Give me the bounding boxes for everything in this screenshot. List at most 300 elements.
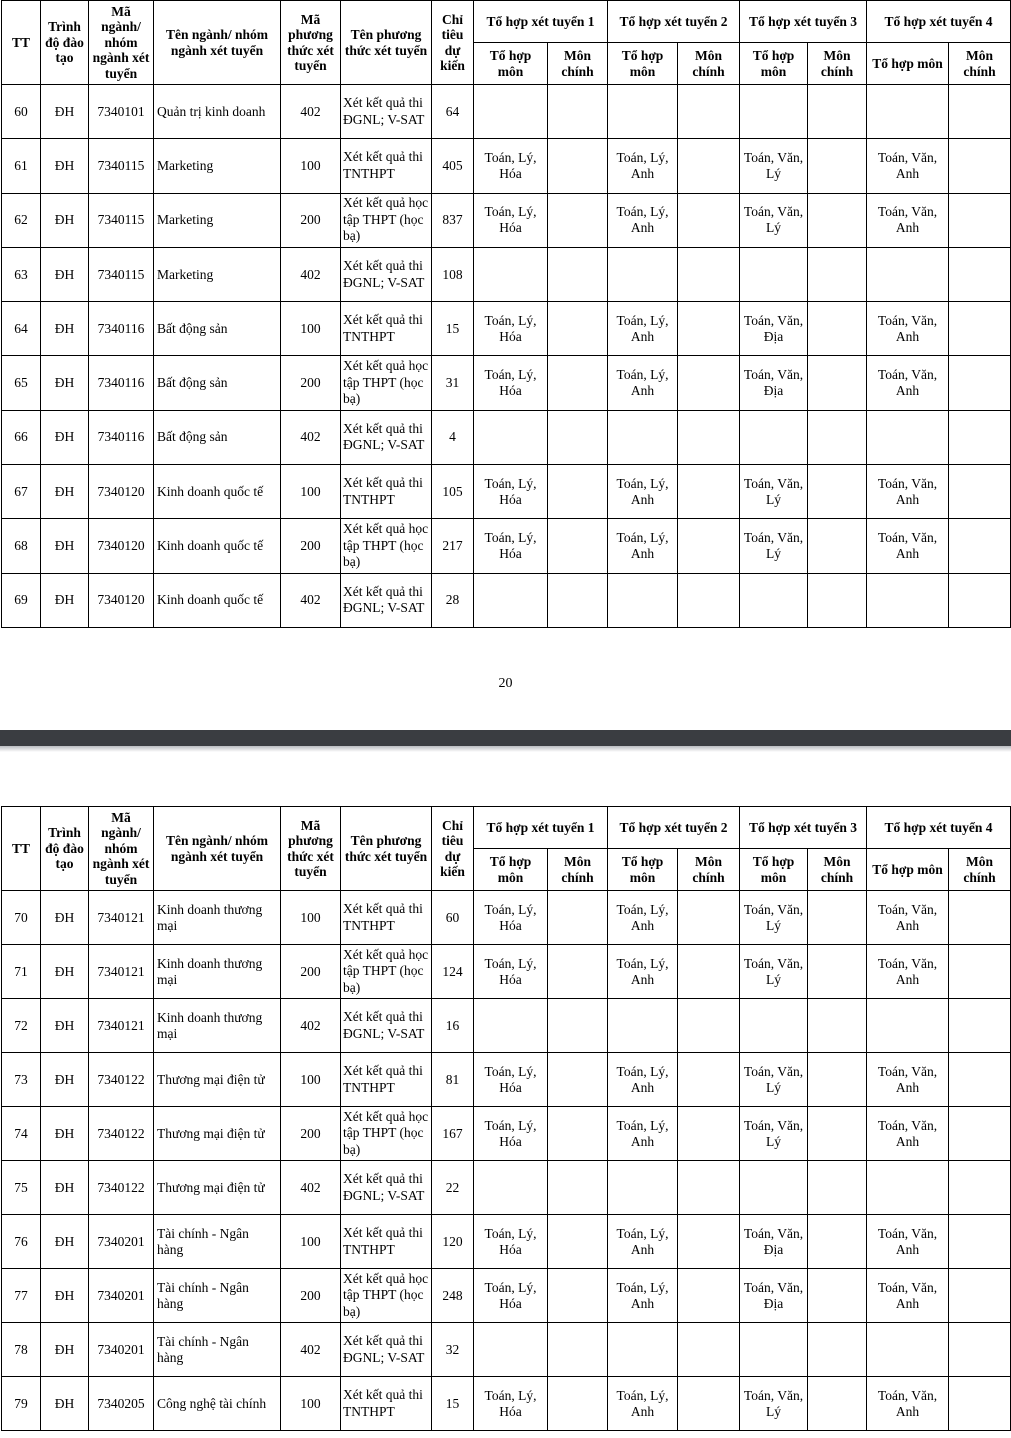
cell-combo-1-subjects: Toán, Lý, Hóa — [474, 1377, 548, 1431]
header-main-subject: Môn chính — [678, 43, 740, 85]
header-combo-4: Tổ hợp xét tuyển 4 — [867, 1, 1011, 43]
cell-combo-1-subjects — [474, 410, 548, 464]
table-row — [2, 999, 1011, 1053]
header-main-subject: Môn chính — [949, 43, 1011, 85]
header-method-code: Mã phương thức xét tuyển — [281, 807, 341, 891]
table-row — [2, 1377, 1011, 1431]
admission-table-page-21 — [1, 806, 1011, 1431]
header-code: Mã ngành/ nhóm ngành xét tuyển — [89, 1, 154, 85]
cell-combo-3-main — [808, 891, 867, 945]
cell-method-name: Xét kết quả thi TNTHPT — [341, 139, 432, 193]
cell-combo-4-subjects: Toán, Văn, Anh — [867, 1053, 949, 1107]
cell-quota: 31 — [432, 356, 474, 410]
cell-combo-2-main — [678, 891, 740, 945]
header-combo-1: Tổ hợp xét tuyển 1 — [474, 807, 608, 849]
table-row — [2, 193, 1011, 247]
cell-quota: 32 — [432, 1323, 474, 1377]
cell-method-code: 402 — [281, 1161, 341, 1215]
cell-code: 7340201 — [89, 1323, 154, 1377]
header-method-name: Tên phương thức xét tuyển — [341, 1, 432, 85]
cell-combo-3-main — [808, 193, 867, 247]
cell-tt: 71 — [2, 945, 41, 999]
cell-tt: 67 — [2, 465, 41, 519]
cell-combo-2-subjects: Toán, Lý, Anh — [608, 945, 678, 999]
cell-combo-3-main — [808, 247, 867, 301]
cell-code: 7340120 — [89, 465, 154, 519]
cell-combo-4-subjects: Toán, Văn, Anh — [867, 193, 949, 247]
cell-code: 7340115 — [89, 139, 154, 193]
header-main-subject: Môn chính — [808, 849, 867, 891]
cell-combo-3-main — [808, 410, 867, 464]
cell-method-code: 402 — [281, 85, 341, 139]
cell-major-name: Công nghệ tài chính — [154, 1377, 281, 1431]
cell-combo-4-subjects — [867, 85, 949, 139]
cell-combo-4-subjects — [867, 573, 949, 627]
cell-combo-4-subjects — [867, 1323, 949, 1377]
cell-level: ĐH — [41, 1053, 89, 1107]
cell-combo-4-main — [949, 999, 1011, 1053]
cell-combo-4-main — [949, 302, 1011, 356]
cell-major-name: Quản trị kinh doanh — [154, 85, 281, 139]
cell-method-name: Xét kết quả thi TNTHPT — [341, 1377, 432, 1431]
cell-combo-3-main — [808, 1377, 867, 1431]
cell-method-name: Xét kết quả thi ĐGNL; V-SAT — [341, 1323, 432, 1377]
cell-combo-3-subjects — [740, 573, 808, 627]
cell-combo-1-subjects — [474, 1161, 548, 1215]
cell-method-code: 402 — [281, 247, 341, 301]
cell-quota: 248 — [432, 1269, 474, 1323]
header-main-subject: Môn chính — [548, 849, 608, 891]
cell-combo-4-subjects: Toán, Văn, Anh — [867, 465, 949, 519]
cell-quota: 120 — [432, 1215, 474, 1269]
cell-combo-4-main — [949, 410, 1011, 464]
cell-combo-3-main — [808, 1107, 867, 1161]
cell-combo-2-subjects: Toán, Lý, Anh — [608, 1107, 678, 1161]
cell-tt: 76 — [2, 1215, 41, 1269]
cell-combo-4-main — [949, 247, 1011, 301]
cell-level: ĐH — [41, 1377, 89, 1431]
cell-method-code: 100 — [281, 891, 341, 945]
cell-combo-3-subjects: Toán, Văn, Lý — [740, 193, 808, 247]
cell-tt: 69 — [2, 573, 41, 627]
cell-level: ĐH — [41, 356, 89, 410]
cell-combo-4-main — [949, 1215, 1011, 1269]
page-separator-shadow — [0, 746, 1011, 752]
cell-combo-2-main — [678, 465, 740, 519]
header-subjects: Tổ hợp môn — [740, 849, 808, 891]
cell-combo-4-subjects: Toán, Văn, Anh — [867, 891, 949, 945]
cell-combo-4-main — [949, 465, 1011, 519]
cell-combo-1-main — [548, 1377, 608, 1431]
header-combo-2: Tổ hợp xét tuyển 2 — [608, 1, 740, 43]
cell-method-name: Xét kết quả thi TNTHPT — [341, 465, 432, 519]
cell-quota: 4 — [432, 410, 474, 464]
cell-combo-2-main — [678, 1215, 740, 1269]
cell-level: ĐH — [41, 193, 89, 247]
cell-tt: 75 — [2, 1161, 41, 1215]
header-subjects: Tổ hợp môn — [740, 43, 808, 85]
table-row — [2, 139, 1011, 193]
header-subjects: Tổ hợp môn — [608, 43, 678, 85]
cell-method-code: 200 — [281, 193, 341, 247]
cell-combo-1-subjects: Toán, Lý, Hóa — [474, 891, 548, 945]
cell-combo-4-main — [949, 193, 1011, 247]
cell-combo-3-subjects: Toán, Văn, Lý — [740, 1377, 808, 1431]
page-number: 20 — [498, 676, 513, 691]
cell-combo-1-subjects: Toán, Lý, Hóa — [474, 1269, 548, 1323]
cell-combo-1-main — [548, 999, 608, 1053]
cell-combo-3-subjects — [740, 85, 808, 139]
cell-combo-2-main — [678, 247, 740, 301]
cell-code: 7340115 — [89, 247, 154, 301]
cell-combo-4-subjects — [867, 1161, 949, 1215]
cell-level: ĐH — [41, 247, 89, 301]
header-code: Mã ngành/ nhóm ngành xét tuyển — [89, 807, 154, 891]
document-page-21 — [0, 806, 1011, 1431]
cell-combo-4-subjects: Toán, Văn, Anh — [867, 519, 949, 573]
header-main-subject: Môn chính — [949, 849, 1011, 891]
cell-combo-2-main — [678, 1053, 740, 1107]
cell-combo-1-subjects: Toán, Lý, Hóa — [474, 1107, 548, 1161]
cell-combo-1-main — [548, 410, 608, 464]
table-row — [2, 1053, 1011, 1107]
header-quota: Chỉ tiêu dự kiến — [432, 1, 474, 85]
header-combo-3: Tổ hợp xét tuyển 3 — [740, 1, 867, 43]
cell-level: ĐH — [41, 1323, 89, 1377]
cell-combo-1-subjects — [474, 1323, 548, 1377]
cell-combo-4-main — [949, 1323, 1011, 1377]
cell-tt: 66 — [2, 410, 41, 464]
admission-table-page-20 — [1, 0, 1011, 628]
cell-combo-4-subjects — [867, 999, 949, 1053]
cell-combo-1-main — [548, 519, 608, 573]
cell-combo-4-main — [949, 85, 1011, 139]
cell-combo-2-subjects: Toán, Lý, Anh — [608, 891, 678, 945]
table-row — [2, 465, 1011, 519]
cell-level: ĐH — [41, 139, 89, 193]
cell-method-code: 100 — [281, 1053, 341, 1107]
cell-quota: 64 — [432, 85, 474, 139]
cell-code: 7340205 — [89, 1377, 154, 1431]
cell-combo-3-main — [808, 573, 867, 627]
cell-combo-2-subjects — [608, 247, 678, 301]
cell-method-name: Xét kết quả thi ĐGNL; V-SAT — [341, 247, 432, 301]
cell-code: 7340122 — [89, 1107, 154, 1161]
cell-combo-2-subjects: Toán, Lý, Anh — [608, 1377, 678, 1431]
cell-combo-2-main — [678, 1269, 740, 1323]
cell-combo-3-subjects — [740, 247, 808, 301]
cell-combo-2-main — [678, 1161, 740, 1215]
cell-combo-4-subjects — [867, 410, 949, 464]
cell-combo-3-subjects — [740, 1323, 808, 1377]
table-row — [2, 891, 1011, 945]
cell-level: ĐH — [41, 519, 89, 573]
cell-combo-4-subjects — [867, 247, 949, 301]
cell-level: ĐH — [41, 1215, 89, 1269]
cell-quota: 124 — [432, 945, 474, 999]
cell-code: 7340121 — [89, 945, 154, 999]
cell-method-code: 200 — [281, 1107, 341, 1161]
cell-combo-2-main — [678, 85, 740, 139]
cell-method-name: Xét kết quả học tập THPT (học bạ) — [341, 945, 432, 999]
cell-combo-1-subjects — [474, 247, 548, 301]
cell-major-name: Bất động sản — [154, 302, 281, 356]
cell-level: ĐH — [41, 410, 89, 464]
cell-combo-3-main — [808, 999, 867, 1053]
header-tt: TT — [2, 807, 41, 891]
cell-combo-1-main — [548, 1323, 608, 1377]
cell-code: 7340101 — [89, 85, 154, 139]
cell-code: 7340122 — [89, 1053, 154, 1107]
cell-combo-3-main — [808, 1161, 867, 1215]
cell-combo-4-main — [949, 945, 1011, 999]
table-row — [2, 1107, 1011, 1161]
cell-combo-2-main — [678, 519, 740, 573]
table-row — [2, 519, 1011, 573]
cell-method-name: Xét kết quả thi ĐGNL; V-SAT — [341, 85, 432, 139]
cell-tt: 74 — [2, 1107, 41, 1161]
cell-level: ĐH — [41, 573, 89, 627]
cell-major-name: Kinh doanh quốc tế — [154, 465, 281, 519]
cell-combo-2-subjects: Toán, Lý, Anh — [608, 519, 678, 573]
cell-tt: 62 — [2, 193, 41, 247]
cell-tt: 61 — [2, 139, 41, 193]
cell-combo-1-subjects: Toán, Lý, Hóa — [474, 193, 548, 247]
header-name: Tên ngành/ nhóm ngành xét tuyển — [154, 807, 281, 891]
cell-combo-1-main — [548, 302, 608, 356]
cell-combo-2-main — [678, 410, 740, 464]
table-row — [2, 410, 1011, 464]
cell-combo-3-subjects: Toán, Văn, Địa — [740, 356, 808, 410]
cell-code: 7340121 — [89, 891, 154, 945]
cell-tt: 64 — [2, 302, 41, 356]
cell-combo-3-subjects: Toán, Văn, Lý — [740, 1053, 808, 1107]
cell-method-name: Xét kết quả thi ĐGNL; V-SAT — [341, 410, 432, 464]
cell-combo-1-main — [548, 356, 608, 410]
header-quota: Chỉ tiêu dự kiến — [432, 807, 474, 891]
cell-quota: 405 — [432, 139, 474, 193]
cell-combo-1-main — [548, 193, 608, 247]
cell-quota: 108 — [432, 247, 474, 301]
cell-level: ĐH — [41, 1107, 89, 1161]
cell-combo-1-main — [548, 1215, 608, 1269]
cell-quota: 15 — [432, 1377, 474, 1431]
cell-tt: 68 — [2, 519, 41, 573]
cell-combo-2-main — [678, 302, 740, 356]
cell-method-name: Xét kết quả học tập THPT (học bạ) — [341, 519, 432, 573]
cell-major-name: Marketing — [154, 247, 281, 301]
cell-combo-3-subjects: Toán, Văn, Lý — [740, 519, 808, 573]
cell-major-name: Tài chính - Ngân hàng — [154, 1269, 281, 1323]
header-combo-4: Tổ hợp xét tuyển 4 — [867, 807, 1011, 849]
cell-tt: 63 — [2, 247, 41, 301]
cell-combo-1-subjects: Toán, Lý, Hóa — [474, 1053, 548, 1107]
cell-major-name: Marketing — [154, 139, 281, 193]
cell-combo-3-main — [808, 1215, 867, 1269]
cell-level: ĐH — [41, 1269, 89, 1323]
cell-tt: 77 — [2, 1269, 41, 1323]
cell-major-name: Tài chính - Ngân hàng — [154, 1215, 281, 1269]
cell-method-name: Xét kết quả học tập THPT (học bạ) — [341, 356, 432, 410]
table-row — [2, 85, 1011, 139]
cell-level: ĐH — [41, 302, 89, 356]
cell-method-name: Xét kết quả học tập THPT (học bạ) — [341, 193, 432, 247]
cell-combo-1-main — [548, 573, 608, 627]
cell-quota: 22 — [432, 1161, 474, 1215]
cell-tt: 73 — [2, 1053, 41, 1107]
cell-combo-4-main — [949, 519, 1011, 573]
cell-combo-3-subjects — [740, 410, 808, 464]
cell-combo-1-subjects — [474, 573, 548, 627]
cell-method-name: Xét kết quả thi TNTHPT — [341, 302, 432, 356]
cell-combo-2-subjects: Toán, Lý, Anh — [608, 1215, 678, 1269]
cell-method-name: Xét kết quả học tập THPT (học bạ) — [341, 1107, 432, 1161]
cell-tt: 72 — [2, 999, 41, 1053]
cell-combo-2-subjects: Toán, Lý, Anh — [608, 1269, 678, 1323]
cell-combo-1-main — [548, 1053, 608, 1107]
table-row — [2, 1161, 1011, 1215]
cell-combo-4-subjects: Toán, Văn, Anh — [867, 356, 949, 410]
table-row — [2, 1323, 1011, 1377]
cell-code: 7340116 — [89, 410, 154, 464]
cell-combo-2-subjects — [608, 999, 678, 1053]
cell-combo-2-main — [678, 945, 740, 999]
cell-combo-3-subjects: Toán, Văn, Lý — [740, 1107, 808, 1161]
cell-method-code: 402 — [281, 573, 341, 627]
table-row — [2, 945, 1011, 999]
cell-combo-4-main — [949, 139, 1011, 193]
cell-combo-3-main — [808, 1269, 867, 1323]
table-row — [2, 356, 1011, 410]
header-method-code: Mã phương thức xét tuyển — [281, 1, 341, 85]
cell-code: 7340116 — [89, 302, 154, 356]
cell-combo-4-subjects: Toán, Văn, Anh — [867, 302, 949, 356]
cell-combo-2-subjects: Toán, Lý, Anh — [608, 139, 678, 193]
cell-quota: 15 — [432, 302, 474, 356]
cell-combo-3-main — [808, 85, 867, 139]
cell-combo-4-subjects: Toán, Văn, Anh — [867, 1107, 949, 1161]
cell-combo-4-main — [949, 1107, 1011, 1161]
cell-major-name: Kinh doanh thương mại — [154, 891, 281, 945]
header-name: Tên ngành/ nhóm ngành xét tuyển — [154, 1, 281, 85]
cell-quota: 16 — [432, 999, 474, 1053]
cell-code: 7340120 — [89, 573, 154, 627]
cell-code: 7340122 — [89, 1161, 154, 1215]
cell-combo-1-main — [548, 1107, 608, 1161]
cell-method-code: 402 — [281, 410, 341, 464]
cell-combo-2-main — [678, 999, 740, 1053]
cell-combo-1-main — [548, 1269, 608, 1323]
cell-quota: 105 — [432, 465, 474, 519]
cell-combo-2-subjects — [608, 410, 678, 464]
cell-combo-3-main — [808, 1323, 867, 1377]
table-row — [2, 573, 1011, 627]
cell-method-code: 100 — [281, 1377, 341, 1431]
cell-combo-4-main — [949, 356, 1011, 410]
cell-combo-3-main — [808, 139, 867, 193]
cell-combo-1-subjects: Toán, Lý, Hóa — [474, 356, 548, 410]
cell-combo-2-subjects — [608, 1161, 678, 1215]
cell-combo-1-main — [548, 1161, 608, 1215]
cell-combo-2-main — [678, 1323, 740, 1377]
cell-combo-2-main — [678, 193, 740, 247]
header-subjects: Tổ hợp môn — [474, 849, 548, 891]
header-combo-1: Tổ hợp xét tuyển 1 — [474, 1, 608, 43]
cell-quota: 837 — [432, 193, 474, 247]
cell-major-name: Thương mại điện tử — [154, 1053, 281, 1107]
cell-method-code: 100 — [281, 302, 341, 356]
cell-combo-3-main — [808, 356, 867, 410]
cell-tt: 70 — [2, 891, 41, 945]
cell-combo-3-subjects: Toán, Văn, Lý — [740, 139, 808, 193]
cell-level: ĐH — [41, 945, 89, 999]
cell-combo-2-main — [678, 1107, 740, 1161]
header-subjects: Tổ hợp môn — [608, 849, 678, 891]
cell-combo-1-subjects: Toán, Lý, Hóa — [474, 465, 548, 519]
cell-major-name: Kinh doanh thương mại — [154, 945, 281, 999]
cell-quota: 60 — [432, 891, 474, 945]
cell-method-code: 402 — [281, 999, 341, 1053]
cell-combo-1-main — [548, 891, 608, 945]
cell-combo-1-subjects: Toán, Lý, Hóa — [474, 302, 548, 356]
cell-combo-1-main — [548, 139, 608, 193]
header-main-subject: Môn chính — [548, 43, 608, 85]
cell-combo-3-main — [808, 302, 867, 356]
cell-combo-1-main — [548, 465, 608, 519]
header-combo-2: Tổ hợp xét tuyển 2 — [608, 807, 740, 849]
cell-method-name: Xét kết quả thi TNTHPT — [341, 891, 432, 945]
cell-combo-4-main — [949, 1269, 1011, 1323]
cell-combo-2-subjects: Toán, Lý, Anh — [608, 1053, 678, 1107]
header-level: Trình độ đào tạo — [41, 1, 89, 85]
header-main-subject: Môn chính — [808, 43, 867, 85]
cell-combo-3-main — [808, 1053, 867, 1107]
cell-combo-2-main — [678, 356, 740, 410]
header-level: Trình độ đào tạo — [41, 807, 89, 891]
cell-combo-2-main — [678, 139, 740, 193]
cell-combo-3-subjects — [740, 1161, 808, 1215]
cell-combo-2-subjects — [608, 573, 678, 627]
cell-combo-3-subjects: Toán, Văn, Lý — [740, 465, 808, 519]
cell-combo-1-subjects — [474, 85, 548, 139]
cell-method-name: Xét kết quả thi ĐGNL; V-SAT — [341, 999, 432, 1053]
cell-combo-4-main — [949, 573, 1011, 627]
cell-combo-3-subjects — [740, 999, 808, 1053]
cell-code: 7340121 — [89, 999, 154, 1053]
cell-quota: 81 — [432, 1053, 474, 1107]
cell-level: ĐH — [41, 1161, 89, 1215]
cell-combo-2-subjects — [608, 1323, 678, 1377]
cell-combo-4-subjects: Toán, Văn, Anh — [867, 1377, 949, 1431]
cell-combo-2-subjects: Toán, Lý, Anh — [608, 465, 678, 519]
cell-quota: 28 — [432, 573, 474, 627]
cell-method-code: 100 — [281, 465, 341, 519]
table-row — [2, 247, 1011, 301]
cell-major-name: Bất động sản — [154, 356, 281, 410]
cell-method-code: 100 — [281, 1215, 341, 1269]
cell-combo-3-subjects: Toán, Văn, Lý — [740, 945, 808, 999]
cell-major-name: Thương mại điện tử — [154, 1161, 281, 1215]
cell-tt: 60 — [2, 85, 41, 139]
cell-major-name: Thương mại điện tử — [154, 1107, 281, 1161]
cell-combo-1-subjects — [474, 999, 548, 1053]
cell-code: 7340201 — [89, 1269, 154, 1323]
cell-combo-2-main — [678, 573, 740, 627]
cell-major-name: Bất động sản — [154, 410, 281, 464]
cell-method-code: 200 — [281, 1269, 341, 1323]
cell-method-name: Xét kết quả thi TNTHPT — [341, 1053, 432, 1107]
cell-method-name: Xét kết quả học tập THPT (học bạ) — [341, 1269, 432, 1323]
